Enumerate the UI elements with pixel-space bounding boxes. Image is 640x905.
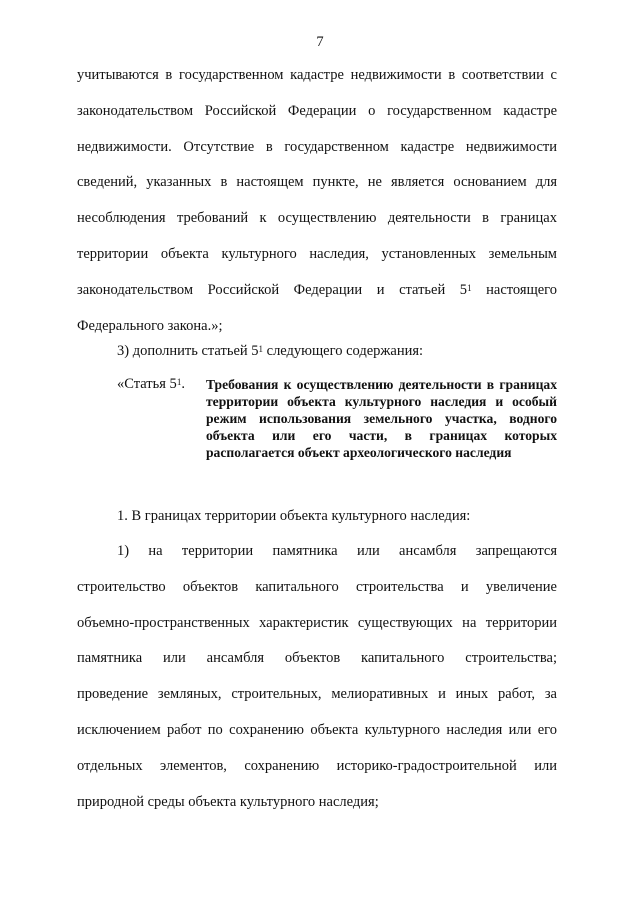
text-line: исключением работ по сохранению объекта культурного наследия или его: [77, 721, 557, 738]
paragraph-1: [77, 58, 557, 344]
text-line: строительство объектов капитального строительства и увеличение: [77, 578, 557, 595]
paragraph-2: [77, 334, 557, 370]
text-fragment: следующего содержания:: [263, 343, 424, 359]
text-line: Федерального закона.»;: [77, 317, 223, 334]
text-fragment: законодательством Российской Федерации и статьей 5: [77, 281, 468, 298]
text-line: 1. В границах территории объекта культурного наследия:: [117, 508, 471, 524]
text-fragment: .: [181, 376, 185, 392]
text-line: природной среды объекта культурного наследия;: [77, 793, 379, 810]
text-line: памятника или ансамбля объектов капитального строительства;: [77, 650, 557, 667]
text-fragment: настоящего: [471, 281, 558, 298]
text-line: учитываются в государственном кадастре недвижимости в соответствии с: [77, 67, 557, 83]
text-line: отдельных элементов, сохранению историко-градостроительной или: [77, 757, 557, 774]
text-fragment: 3) дополнить статьей 5: [117, 343, 259, 359]
article-heading: Требования к осуществлению деятельности в границах территории объекта культурного наследия и особый режим использования земельного участка, водного объекта или его части, в границах которых располагается объект археологического наследия: [206, 377, 557, 460]
text-line: недвижимости. Отсутствие в государственном кадастре недвижимости: [77, 138, 557, 155]
paragraph-3: [77, 499, 557, 535]
text-line: проведение земляных, строительных, мелиоративных и иных работ, за: [77, 686, 557, 703]
paragraph-4: [77, 534, 557, 820]
text-line: территории объекта культурного наследия, установленных земельным: [77, 245, 557, 262]
text-line: объемно-пространственных характеристик существующих на территории: [77, 614, 557, 631]
superscript: 1: [258, 344, 264, 354]
page-number: 7: [316, 34, 324, 50]
superscript: 1: [467, 282, 472, 293]
text-line: несоблюдения требований к осуществлению деятельности в границах: [77, 210, 557, 227]
text-line: 1) на территории памятника или ансамбля запрещаются: [117, 543, 557, 559]
superscript: 1: [176, 377, 182, 387]
article-label: [117, 376, 185, 393]
text-line: [77, 273, 557, 309]
text-line: [77, 334, 557, 370]
text-line: сведений, указанных в настоящем пункте, не является основанием для: [77, 174, 557, 191]
text-line: законодательством Российской Федерации о государственном кадастре: [77, 102, 557, 119]
text-fragment: «Статья 5: [117, 376, 177, 392]
